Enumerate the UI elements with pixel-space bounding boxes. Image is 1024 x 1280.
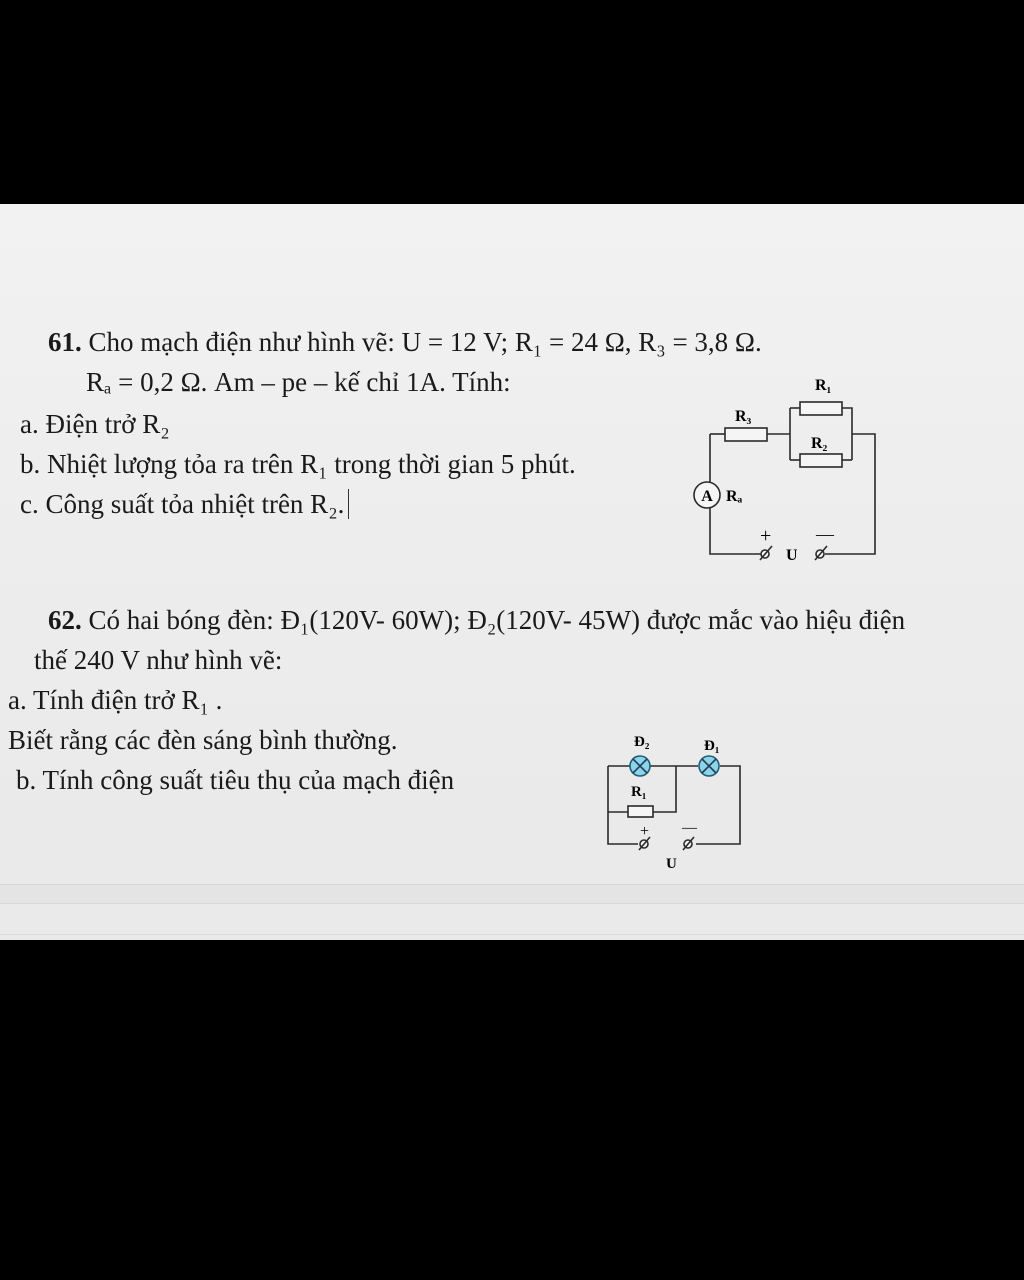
text-cursor — [348, 489, 349, 519]
label-r2: R₂ — [811, 435, 828, 452]
label-u-62: U — [666, 856, 677, 872]
problem-62-note: Biết rằng các đèn sáng bình thường. — [8, 725, 398, 755]
label-d2: Đ₂ — [634, 734, 650, 750]
problem-62-intro2: thế 240 V như hình vẽ: — [34, 645, 283, 675]
lamp-d2-icon — [630, 756, 650, 776]
label-plus-62: + — [640, 823, 650, 840]
resistor-r2 — [800, 454, 842, 467]
label-minus-62: — — [682, 820, 697, 836]
label-minus: — — [816, 524, 834, 544]
label-ra: Rₐ — [726, 488, 743, 505]
problem-61-intro2: Rₐ = 0,2 Ω. Am – pe – kế chỉ 1A. Tính: — [86, 367, 511, 397]
resistor-r1-62 — [628, 806, 653, 817]
page-bottom-band-2 — [0, 904, 1024, 935]
problem-61-item-c-text: c. Công suất tỏa nhiệt trên R₂. — [20, 489, 345, 519]
label-plus: + — [760, 525, 772, 547]
problem-62-intro-text: Có hai bóng đèn: Đ₁(120V- 60W); Đ₂(120V- 45W) được mắc vào hiệu điện — [81, 605, 906, 635]
problem-61-intro — [48, 326, 762, 358]
problem-61-item-c — [20, 488, 349, 520]
resistor-r1 — [800, 402, 842, 415]
problem-61-item-a: a. Điện trở R₂ — [20, 409, 170, 439]
lamp-d1-icon — [699, 756, 719, 776]
problem-61-intro-text: Cho mạch điện như hình vẽ: U = 12 V; R₁ = 24 Ω, R₃ = 3,8 Ω. — [81, 327, 762, 357]
problem-61-number: 61. — [48, 327, 82, 357]
page-bottom-band — [0, 884, 1024, 904]
label-r1: R₁ — [815, 377, 832, 394]
problem-62-number: 62. — [48, 605, 82, 635]
label-r3: R₃ — [735, 408, 752, 425]
label-r1-62: R₁ — [631, 784, 647, 800]
label-u: U — [786, 547, 798, 564]
problem-62-intro — [48, 604, 905, 636]
problem-62-item-b: b. Tính công suất tiêu thụ của mạch điện — [16, 765, 455, 795]
label-d1: Đ₁ — [704, 738, 720, 754]
circuit-diagram-62 — [598, 720, 758, 874]
problem-61-item-b: b. Nhiệt lượng tỏa ra trên R₁ trong thời gian 5 phút. — [20, 449, 576, 479]
document-page — [0, 204, 1024, 940]
problem-62-item-a: a. Tính điện trở R₁ . — [8, 685, 223, 715]
resistor-r3 — [725, 428, 767, 441]
circuit-diagram-61 — [680, 364, 900, 564]
ammeter-label: A — [701, 488, 713, 505]
